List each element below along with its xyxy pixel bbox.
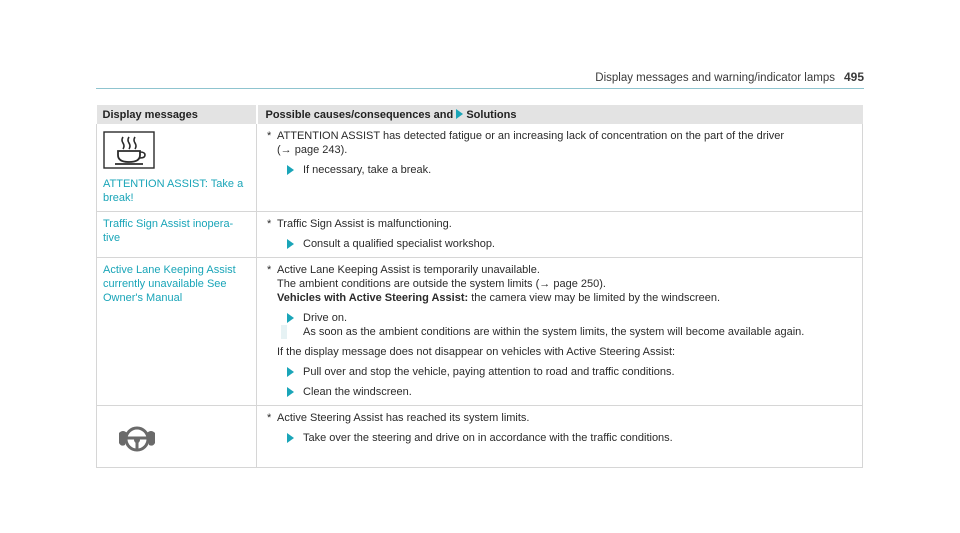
solution-item [267, 431, 856, 445]
message-cell [97, 258, 257, 406]
header-rule [96, 88, 864, 89]
header-causes-solutions [257, 105, 863, 124]
cause-text-2: The ambient conditions are outside the system limits (→ page 250). [277, 278, 606, 290]
solution-item [267, 365, 856, 379]
cause-item [267, 217, 856, 231]
cause-cell [257, 212, 863, 258]
solution-text: Consult a qualified specialist workshop. [303, 238, 495, 250]
message-lane-keeping-l1: Active Lane Keeping Assist [103, 264, 236, 276]
message-cell [97, 406, 257, 468]
display-messages-table [96, 105, 863, 468]
page-header-title: Display messages and warning/indicator lamps [595, 72, 835, 84]
cause-marker: * [267, 412, 272, 424]
message-cell [97, 212, 257, 258]
cause-item [267, 129, 856, 157]
solution-text: Drive on. [303, 312, 348, 324]
cause-marker: * [267, 218, 272, 230]
cause-item [267, 411, 856, 425]
page-header [96, 70, 864, 84]
cause-cell [257, 258, 863, 406]
solution-text: Clean the windscreen. [303, 386, 412, 398]
solution-item [267, 163, 856, 177]
table-header-row [97, 105, 863, 124]
arrow-icon [456, 109, 463, 119]
arrow-icon [287, 367, 294, 377]
header-solutions-label: Solutions [466, 108, 517, 121]
message-lane-keeping-l3: Owner's Manual [103, 292, 183, 304]
header-causes-label: Possible causes/consequences and [265, 108, 454, 121]
message-attention-assist: ATTENTION ASSIST: Take a break! [103, 178, 244, 204]
cause-marker: * [267, 130, 272, 142]
message-lane-keeping-l2: currently unavailable See [103, 278, 227, 290]
coffee-cup-icon [103, 131, 250, 173]
solution-item [267, 311, 856, 339]
page-number: 495 [843, 70, 864, 84]
message-cell [97, 124, 257, 212]
cause-text: Active Lane Keeping Assist is temporarily unavailable. [277, 264, 540, 276]
message-traffic-sign-l2: tive [103, 232, 121, 244]
solution-sub-text: As soon as the ambient conditions are within the system limits, the system will become available again. [281, 325, 856, 339]
table-row [97, 258, 863, 406]
cause-cell [257, 124, 863, 212]
solution-text: Pull over and stop the vehicle, paying attention to road and traffic conditions. [303, 366, 675, 378]
note-text: If the display message does not disappear on vehicles with Active Steering Assist: [277, 346, 676, 358]
arrow-icon [287, 313, 294, 323]
cause-text-3: the camera view may be limited by the windscreen. [468, 292, 721, 304]
arrow-icon [287, 433, 294, 443]
cause-text: Active Steering Assist has reached its system limits. [277, 412, 530, 424]
steering-wheel-hands-icon [117, 423, 250, 457]
solution-text: Take over the steering and drive on in accordance with the traffic conditions. [303, 432, 673, 444]
table-row [97, 124, 863, 212]
arrow-icon [287, 387, 294, 397]
table-row [97, 212, 863, 258]
cause-marker: * [267, 264, 272, 276]
cause-item [267, 263, 856, 305]
cause-page-ref: (→ page 243). [277, 144, 348, 156]
cause-vehicles-label: Vehicles with Active Steering Assist: [277, 292, 469, 304]
cause-text: Traffic Sign Assist is malfunctioning. [277, 218, 452, 230]
solution-item [267, 237, 856, 251]
arrow-icon [287, 165, 294, 175]
solution-text: If necessary, take a break. [303, 164, 432, 176]
table-row [97, 406, 863, 468]
message-traffic-sign-l1: Traffic Sign Assist inopera- [103, 218, 234, 230]
cause-cell [257, 406, 863, 468]
cause-text: ATTENTION ASSIST has detected fatigue or an increasing lack of concentration on the part of the driver [277, 130, 785, 142]
solution-item [267, 385, 856, 399]
arrow-icon [287, 239, 294, 249]
header-display-messages: Display messages [97, 105, 257, 124]
